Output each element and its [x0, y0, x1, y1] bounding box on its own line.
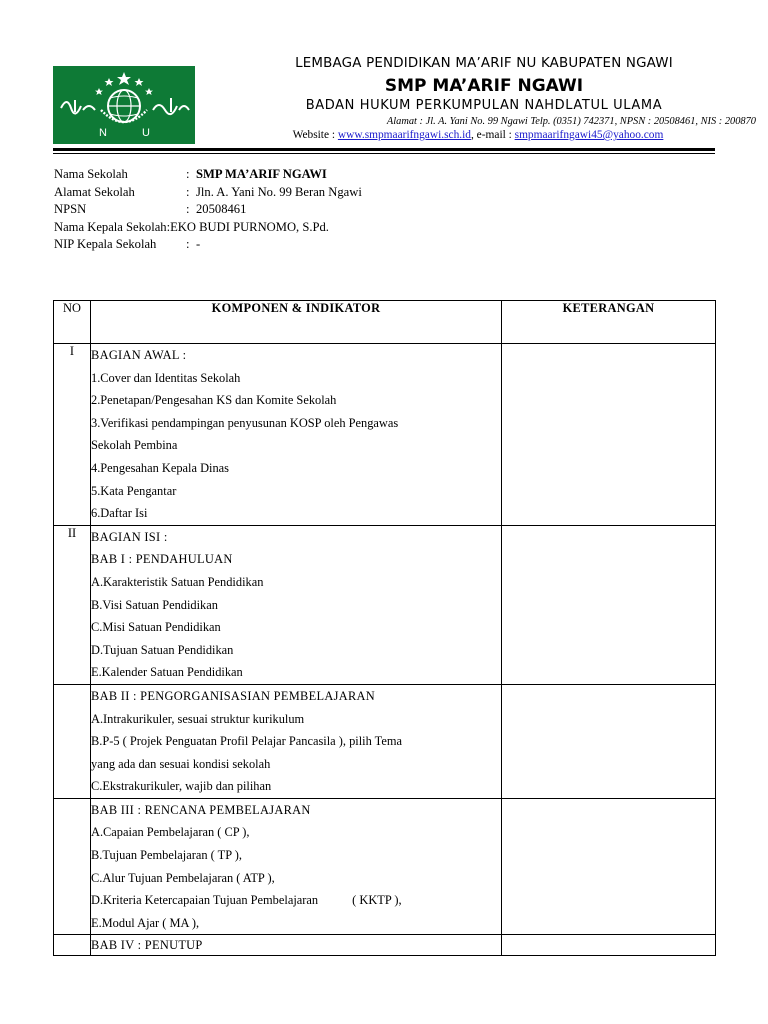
content-line: D.Kriteria Ketercapaian Tujuan Pembelajaran ( KKTP ),	[91, 893, 402, 908]
table-row	[54, 798, 716, 935]
row-content	[91, 684, 502, 798]
logo-letter-n: N	[99, 127, 107, 139]
info-separator: :	[186, 202, 190, 217]
row-content	[91, 344, 502, 526]
content-line: B.Visi Satuan Pendidikan	[91, 597, 218, 612]
content-line: C.Ekstrakurikuler, wajib dan pilihan	[91, 779, 272, 794]
row-content	[91, 798, 502, 935]
info-label: Nama Sekolah	[54, 167, 128, 181]
info-label: NIP Kepala Sekolah	[54, 237, 157, 252]
row-keterangan[interactable]	[502, 344, 716, 526]
header-rule-thin	[53, 153, 715, 154]
header-keterangan: KETERANGAN	[502, 301, 716, 344]
info-value: EKO BUDI PURNOMO, S.Pd.	[170, 219, 329, 234]
content-line: 5.Kata Pengantar	[91, 483, 177, 498]
header-rule-thick	[53, 148, 715, 151]
info-label: NPSN	[54, 202, 87, 217]
header-komponen: KOMPONEN & INDIKATOR	[91, 301, 502, 344]
content-line: B.Tujuan Pembelajaran ( TP ),	[91, 848, 242, 863]
content-line: A.Intrakurikuler, sesuai struktur kurikulum	[91, 711, 305, 726]
content-line: B.P-5 ( Projek Penguatan Profil Pelajar Pancasila ), pilih Tema	[91, 734, 403, 749]
info-row-npsn	[54, 201, 362, 219]
info-separator: :	[186, 237, 190, 252]
content-line: D.Tujuan Satuan Pendidikan	[91, 642, 234, 657]
info-row-principal	[54, 219, 362, 237]
content-line: A.Karakteristik Satuan Pendidikan	[91, 574, 264, 589]
table-row	[54, 525, 716, 684]
info-value: -	[196, 237, 201, 252]
website-link[interactable]: www.smpmaarifngawi.sch.id	[337, 129, 471, 141]
info-label: Alamat Sekolah	[54, 184, 135, 199]
content-line: 6.Daftar Isi	[91, 506, 148, 521]
content-line: BAGIAN AWAL :	[91, 348, 187, 362]
info-value: Jln. A. Yani No. 99 Beran Ngawi	[196, 184, 362, 199]
content-line: C.Alur Tujuan Pembelajaran ( ATP ),	[91, 870, 275, 885]
email-link[interactable]: smpmaarifngawi45@yahoo.com	[514, 129, 664, 141]
component-table	[53, 300, 716, 956]
content-line: 3.Verifikasi pendampingan penyusunan KOSP oleh Pengawas	[91, 415, 399, 430]
table-row	[54, 684, 716, 798]
content-line: 1.Cover dan Identitas Sekolah	[91, 370, 241, 385]
table-header-row	[54, 301, 716, 344]
info-label: Nama Kepala Sekolah	[54, 219, 167, 234]
row-keterangan[interactable]	[502, 935, 716, 956]
header-no: NO	[54, 301, 91, 344]
content-line: E.Kalender Satuan Pendidikan	[91, 665, 243, 680]
logo-letter-u: U	[142, 127, 150, 139]
foundation-name: BADAN HUKUM PERKUMPULAN NAHDLATUL ULAMA	[305, 98, 663, 113]
row-number: I	[54, 344, 91, 526]
content-line: BAB III : RENCANA PEMBELAJARAN	[91, 802, 311, 817]
content-line: Sekolah Pembina	[91, 438, 178, 453]
row-keterangan[interactable]	[502, 684, 716, 798]
school-name: SMP MA’ARIF NGAWI	[384, 76, 584, 96]
content-line: E.Modul Ajar ( MA ),	[91, 915, 200, 930]
school-info	[54, 166, 362, 254]
row-content	[91, 525, 502, 684]
row-number: II	[54, 525, 91, 684]
nu-emblem-icon	[53, 66, 195, 144]
table-row	[54, 935, 716, 956]
content-line: BAB II : PENGORGANISASIAN PEMBELAJARAN	[91, 688, 376, 703]
content-line: C.Misi Satuan Pendidikan	[91, 620, 221, 635]
nu-logo	[53, 66, 195, 144]
school-address: Alamat : Jl. A. Yani No. 99 Ngawi Telp. (0351) 742371, NPSN : 20508461, NIS : 200870	[386, 116, 756, 127]
info-value: 20508461	[196, 202, 247, 217]
info-row-principal-nip	[54, 236, 362, 254]
content-line: BAB IV : PENUTUP	[91, 938, 203, 953]
table-row	[54, 344, 716, 526]
content-line: 2.Penetapan/Pengesahan KS dan Komite Sekolah	[91, 393, 337, 408]
institution-name: LEMBAGA PENDIDIKAN MA’ARIF NU KABUPATEN NGAWI	[295, 56, 673, 71]
info-row-address	[54, 184, 362, 202]
content-line: A.Capaian Pembelajaran ( CP ),	[91, 825, 250, 840]
row-number	[54, 798, 91, 935]
content-line: BAB I : PENDAHULUAN	[91, 552, 233, 567]
row-content	[91, 935, 502, 956]
content-line: BAGIAN ISI :	[91, 529, 168, 544]
info-separator: :	[186, 184, 190, 199]
row-number	[54, 684, 91, 798]
info-separator: :	[166, 219, 171, 234]
content-line: yang ada dan sesuai kondisi sekolah	[91, 756, 271, 771]
content-line: 4.Pengesahan Kepala Dinas	[91, 460, 229, 475]
info-row-school-name	[54, 166, 362, 184]
row-keterangan[interactable]	[502, 798, 716, 935]
row-keterangan[interactable]	[502, 525, 716, 684]
row-number	[54, 935, 91, 956]
contact-line	[200, 129, 756, 141]
info-value: SMP MA’ARIF NGAWI	[196, 167, 327, 181]
email-label: , e-mail :	[470, 129, 515, 141]
info-separator: :	[186, 167, 190, 181]
website-label: Website :	[292, 129, 338, 141]
